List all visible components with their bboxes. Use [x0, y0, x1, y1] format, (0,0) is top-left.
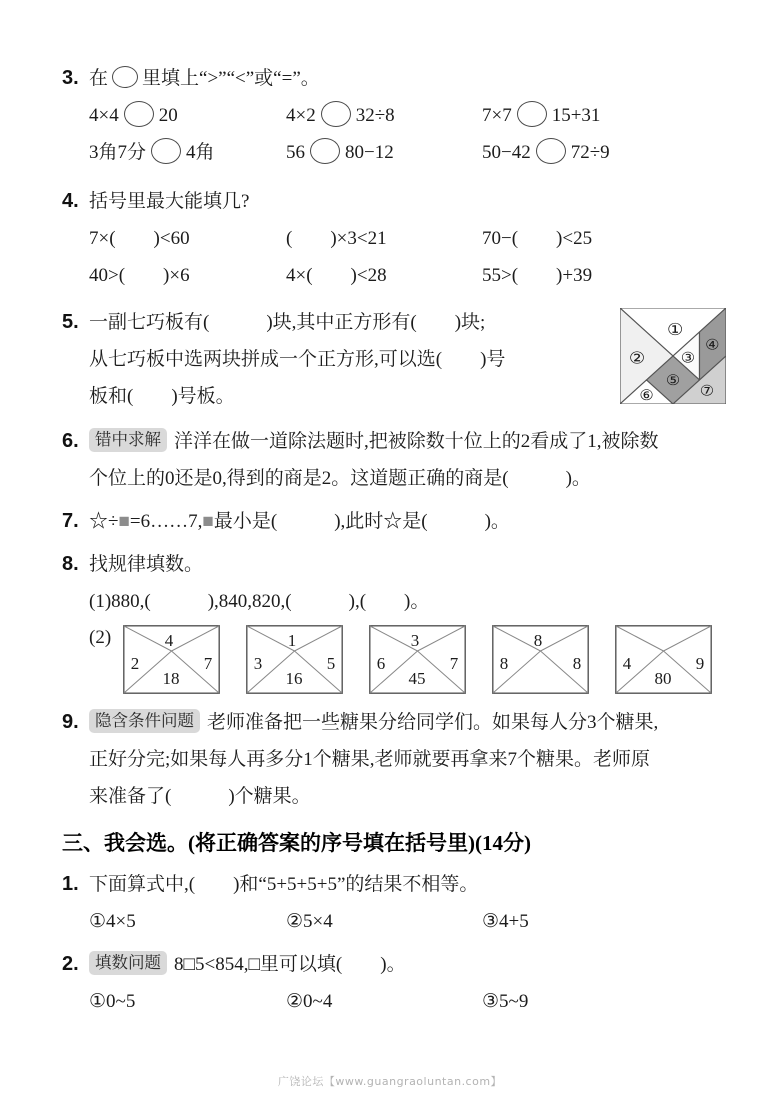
comparison-item: 3角7分 4角 [89, 134, 286, 171]
filled-square-icon: ■ [118, 511, 130, 532]
topic-badge: 填数问题 [89, 951, 167, 975]
question-number: 6. [62, 430, 79, 452]
question-4-title: 括号里最大能填几? [89, 191, 250, 212]
section-3-heading: 三、我会选。(将正确答案的序号填在括号里)(14分) [62, 831, 531, 855]
tangram-label-2: ② [628, 349, 646, 368]
question-4-row-1 [89, 220, 726, 257]
question-3-title: 在 里填上“>”“<”或“=”。 [89, 68, 320, 89]
fill-max-item: 55>( )+39 [482, 265, 593, 286]
tangram-label-4: ④ [705, 336, 720, 354]
question-number: 8. [62, 553, 79, 575]
svg-text:8: 8 [499, 654, 509, 673]
site-watermark: 广饶论坛【www.guangraoluntan.com】 [277, 1075, 503, 1088]
svg-text:16: 16 [285, 669, 303, 688]
question-3 [62, 60, 726, 171]
tangram-label-5: ⑤ [665, 372, 681, 389]
choice-question-2: 2. 填数问题 8□5<854,□里可以填( )。 ①0~5 ②0~4 ③5~9 [62, 946, 726, 1020]
svg-text:9: 9 [695, 654, 705, 673]
question-7: 7. ☆÷■=6……7,■最小是( ),此时☆是( )。 [62, 503, 726, 540]
comparison-item: 56 80−12 [286, 134, 482, 171]
question-number: 5. [62, 311, 79, 333]
question-number: 1. [62, 873, 79, 895]
svg-text:1: 1 [287, 631, 297, 650]
question-8-title: 找规律填数。 [89, 554, 204, 575]
envelope-figure [615, 625, 712, 694]
envelope-figure [369, 625, 466, 694]
comparison-item: 4×2 32÷8 [286, 97, 482, 134]
option-3: ③4+5 [482, 911, 529, 932]
question-3-row-1 [89, 97, 726, 134]
circle-blank-icon [517, 101, 547, 127]
choice-options [89, 903, 726, 940]
envelope-figure [123, 625, 220, 694]
question-number: 7. [62, 510, 79, 532]
circle-blank-icon [310, 138, 340, 164]
question-5: 5. 一副七巧板有( )块,其中正方形有( )块; 从七巧板中选两块拼成一个正方形,可以选( )号 板和( )号板。 ① ② ③ ④ ⑤ ⑥ ⑦ [62, 304, 726, 415]
option-2: ②0~4 [286, 991, 333, 1012]
fill-max-item: 4×( )<28 [286, 265, 387, 286]
question-number: 3. [62, 67, 79, 89]
envelope-figure [246, 625, 343, 694]
comparison-item: 4×4 20 [89, 97, 286, 134]
question-8 [62, 546, 726, 694]
question-3-row-2 [89, 134, 726, 171]
svg-text:80: 80 [654, 669, 672, 688]
question-9: 9. 隐含条件问题 老师准备把一些糖果分给同学们。如果每人分3个糖果, 正好分完;如果每人再多分1个糖果,老师就要再拿来7个糖果。老师原 来准备了( )个糖果。 [62, 704, 726, 815]
choice-options [89, 983, 726, 1020]
envelope-figure [492, 625, 589, 694]
question-4 [62, 183, 726, 294]
svg-text:4: 4 [622, 654, 632, 673]
choice-question-1: 1. 下面算式中,( )和“5+5+5+5”的结果不相等。 ①4×5 ②5×4 ③4+5 [62, 866, 726, 940]
circle-blank-icon [151, 138, 181, 164]
fill-max-item: 40>( )×6 [89, 265, 190, 286]
svg-text:3: 3 [253, 654, 263, 673]
comparison-item: 7×7 15+31 [482, 97, 726, 134]
fill-max-item: 70−( )<25 [482, 228, 593, 249]
tangram-figure [620, 308, 726, 404]
svg-text:6: 6 [376, 654, 386, 673]
comparison-item: 50−42 72÷9 [482, 134, 726, 171]
question-number: 4. [62, 190, 79, 212]
svg-text:3: 3 [410, 631, 420, 650]
svg-text:8: 8 [572, 654, 582, 673]
filled-square-icon: ■ [202, 511, 214, 532]
question-number: 9. [62, 711, 79, 733]
svg-text:5: 5 [326, 654, 336, 673]
tangram-label-7: ⑦ [699, 383, 715, 400]
circle-blank-icon [124, 101, 154, 127]
question-number: 2. [62, 953, 79, 975]
svg-text:2: 2 [130, 654, 140, 673]
svg-text:4: 4 [164, 631, 174, 650]
option-1: ①4×5 [89, 911, 136, 932]
option-1: ①0~5 [89, 991, 136, 1012]
tangram-label-6: ⑥ [639, 387, 654, 404]
question-8-sub-1: (1)880,( ),840,820,( ),( )。 [89, 591, 430, 612]
question-8-sub-2: (2) 4 2 7 18 1 3 5 16 3 6 7 45 8 8 8 4 9 80 [89, 625, 726, 694]
svg-text:45: 45 [408, 669, 426, 688]
tangram-label-1: ① [667, 320, 684, 339]
svg-text:18: 18 [162, 669, 180, 688]
topic-badge: 错中求解 [89, 428, 167, 452]
circle-blank-icon [321, 101, 351, 127]
fill-max-item: 7×( )<60 [89, 228, 190, 249]
topic-badge: 隐含条件问题 [89, 709, 200, 733]
svg-text:8: 8 [533, 631, 543, 650]
option-2: ②5×4 [286, 911, 333, 932]
tangram-label-3: ③ [680, 350, 695, 367]
question-6: 6. 错中求解 洋洋在做一道除法题时,把被除数十位上的2看成了1,被除数 个位上的0还是0,得到的商是2。这道题正确的商是( )。 [62, 423, 726, 497]
svg-text:7: 7 [203, 654, 213, 673]
option-3: ③5~9 [482, 991, 529, 1012]
circle-blank-icon [536, 138, 566, 164]
question-4-row-2 [89, 257, 726, 294]
circle-blank-icon [112, 66, 138, 88]
fill-max-item: ( )×3<21 [286, 228, 387, 249]
svg-text:7: 7 [449, 654, 459, 673]
